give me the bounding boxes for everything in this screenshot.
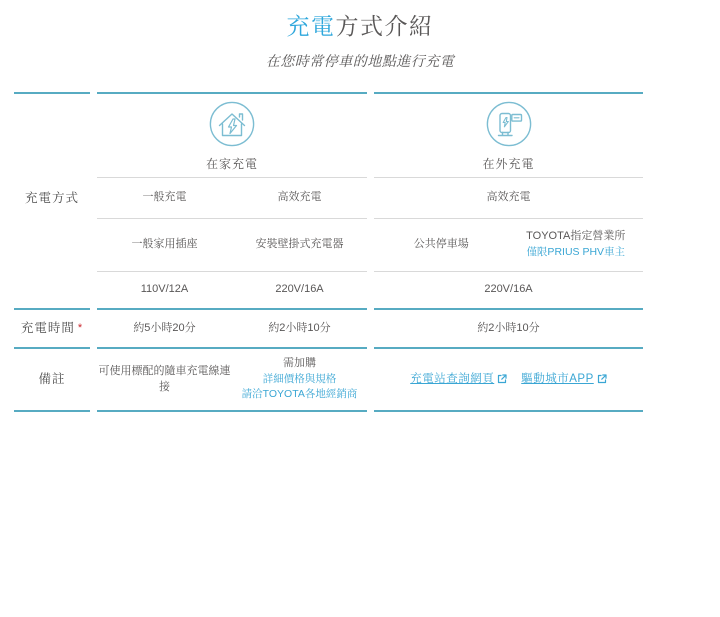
label-spacer-2 [14,272,90,310]
home-power-fast: 220V/16A [275,283,324,296]
label-header-spacer [14,92,90,178]
page-subtitle: 在您時常停車的地點進行充電 [265,53,455,69]
home-time-fast: 約2小時10分 [268,321,331,334]
home-note-normal: 可使用標配的隨車充電線連接 [98,364,231,393]
home-time-normal: 約5小時20分 [133,321,196,334]
home-charging-header [97,92,367,178]
away-links-row [374,349,643,412]
away-location-public: 公共停車場 [413,238,469,251]
row-label-method: 充電方式 [24,191,79,206]
charging-station-search-link-label: 充電站查詢網頁 [410,373,495,386]
external-link-icon [497,374,507,384]
home-power-normal: 110V/12A [140,283,189,296]
home-note-fast-price-line: 詳細價格與規格 [262,372,337,385]
home-charging-column [97,92,367,412]
away-power-cell: 220V/16A [374,272,643,310]
away-time-cell: 約2小時10分 [374,310,643,349]
away-method-cell: 高效充電 [374,178,643,219]
row-label-time-text: 充電時間 [20,321,75,336]
home-note-fast-dealer-line: 請洽TOYOTA各地經銷商 [241,388,358,401]
home-method-row [97,178,367,219]
charging-station-search-link[interactable] [410,371,507,388]
away-location-toyota-title: TOYOTA指定營業所 [526,230,626,243]
away-charging-header [374,92,643,178]
page-title-accent: 充電 [286,13,336,39]
away-charging-caption: 在外充電 [482,157,535,171]
row-label-column [14,92,90,412]
time-footnote-asterisk: * [77,321,84,334]
charging-comparison-table [14,92,657,412]
home-note-fast-title: 需加購 [283,356,316,369]
away-charging-column [374,92,643,412]
home-note-row [97,349,367,412]
home-note-fast [232,349,367,410]
away-location-row [374,219,643,272]
drive-city-app-link-label: 驅動城市APP [521,373,594,386]
drive-city-app-link[interactable] [521,371,607,388]
external-link-icon [597,374,607,384]
page-title [0,0,720,41]
home-equipment-normal: 一般家用插座 [131,238,198,251]
home-equipment-row [97,219,367,272]
station-charging-icon [486,101,532,147]
home-method-fast: 高效充電 [277,191,322,204]
away-location-toyota-note: 僅限PRIUS PHV車主 [526,246,626,259]
page-title-rest: 方式介紹 [335,13,434,39]
home-power-row [97,272,367,310]
home-equipment-fast: 安裝壁掛式充電器 [255,238,344,251]
label-spacer [14,219,90,272]
home-charging-icon [209,101,255,147]
away-location-toyota [509,219,644,271]
home-charging-caption: 在家充電 [205,157,258,171]
row-label-note: 備註 [14,349,90,412]
row-label-time [14,310,90,349]
home-time-row [97,310,367,349]
home-method-normal: 一般充電 [142,191,187,204]
